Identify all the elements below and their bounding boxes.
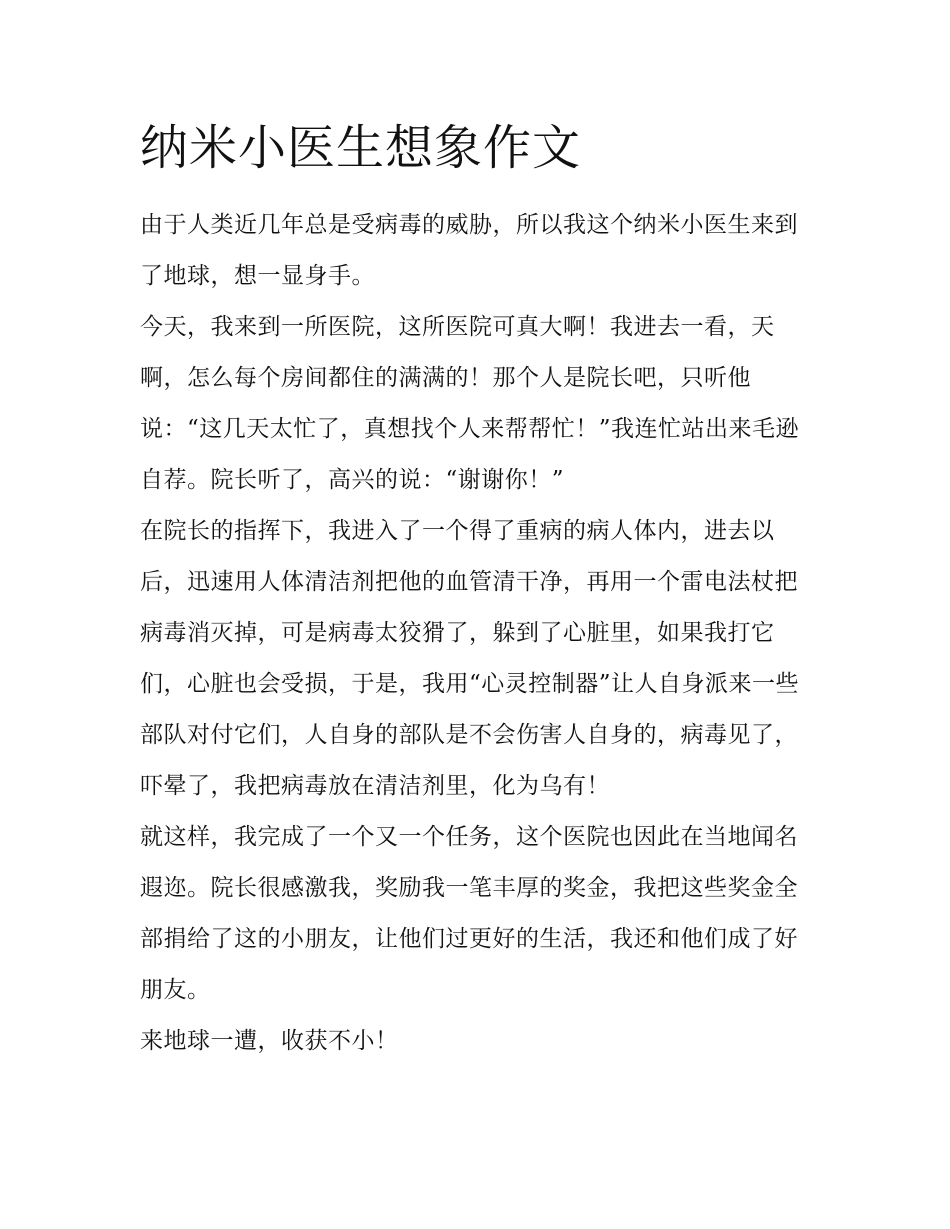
paragraph-5: 来地球一遭，收获不小！: [140, 1028, 399, 1054]
paragraph-2: 今天，我来到一所医院，这所医院可真大啊！我进去一看，天啊，怎么每个房间都住的满满的！那个人是院长吧，只听他说：“这几天太忙了，真想找个人来帮帮忙！”我连忙站出来毛逊自荐。院长听了，高兴的说：“谢谢你！”: [140, 314, 800, 493]
document-title: 纳米小医生想象作文: [140, 120, 582, 176]
paragraph-1: 由于人类近几年总是受病毒的威胁，所以我这个纳米小医生来到了地球，想一显身手。: [140, 212, 798, 289]
document-page: [140, 112, 815, 1067]
paragraph-3: 在院长的指挥下，我进入了一个得了重病的病人体内，进去以后，迅速用人体清洁剂把他的血管清干净，再用一个雷电法杖把病毒消灭掉，可是病毒太狡猾了，躲到了心脏里，如果我打它们，心脏也会受损，于是，我用“心灵控制器”让人自身派来一些部队对付它们，人自身的部队是不会伤害人自身的，病毒见了，吓晕了，我把病毒放在清洁剂里，化为乌有！: [140, 518, 800, 799]
paragraph-4: 就这样，我完成了一个又一个任务，这个医院也因此在当地闻名遐迩。院长很感激我，奖励我一笔丰厚的奖金，我把这些奖金全部捐给了这的小朋友，让他们过更好的生活，我还和他们成了好朋友。: [140, 824, 798, 1003]
